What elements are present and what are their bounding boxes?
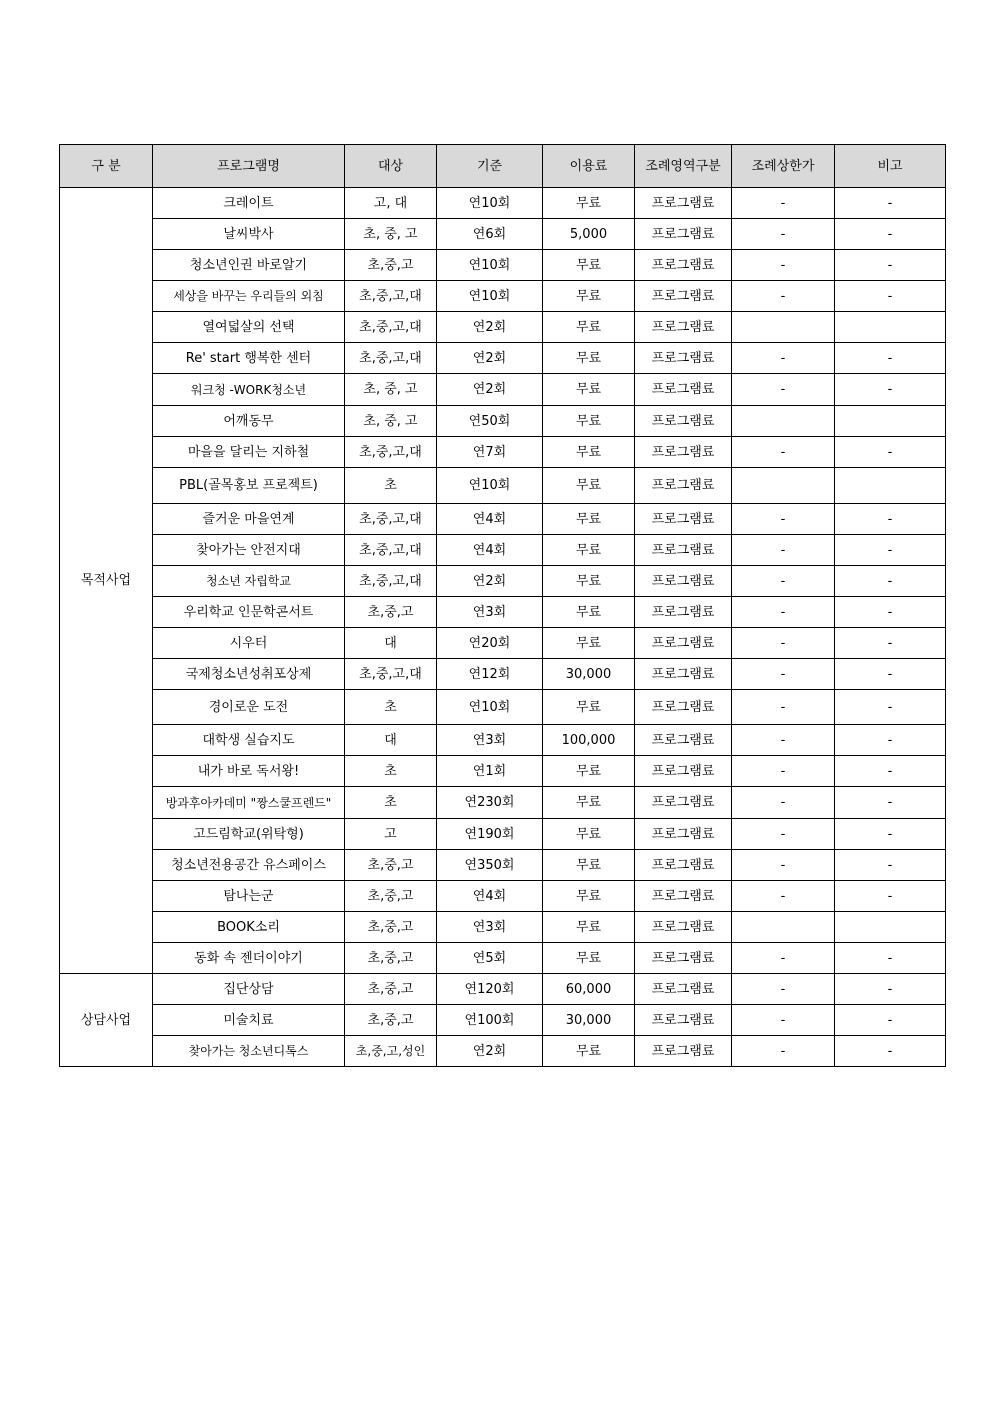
frequency-cell: 연2회 (437, 374, 543, 406)
remarks-cell: - (835, 504, 946, 535)
ordinance-limit-cell: - (732, 756, 835, 787)
target-cell: 초 (345, 468, 437, 504)
program-name-cell: 청소년인권 바로알기 (153, 250, 345, 281)
frequency-cell: 연3회 (437, 912, 543, 943)
remarks-cell (835, 468, 946, 504)
program-name-cell: 시우터 (153, 628, 345, 659)
remarks-cell: - (835, 690, 946, 725)
table-row (60, 725, 946, 756)
target-cell: 초,중,고 (345, 974, 437, 1005)
table-row (60, 597, 946, 628)
frequency-cell: 연7회 (437, 437, 543, 468)
program-name-cell: 청소년전용공간 유스페이스 (153, 850, 345, 881)
table-row (60, 468, 946, 504)
program-name-cell: 우리학교 인문학콘서트 (153, 597, 345, 628)
ordinance-area-cell: 프로그램료 (635, 974, 732, 1005)
remarks-cell: - (835, 1005, 946, 1036)
ordinance-area-cell: 프로그램료 (635, 1005, 732, 1036)
program-name-cell: 워크청 -WORK청소년 (153, 374, 345, 406)
ordinance-limit-cell: - (732, 850, 835, 881)
ordinance-limit-cell: - (732, 597, 835, 628)
header-frequency: 기준 (437, 145, 543, 188)
ordinance-limit-cell: - (732, 535, 835, 566)
frequency-cell: 연10회 (437, 690, 543, 725)
frequency-cell: 연4회 (437, 881, 543, 912)
header-target: 대상 (345, 145, 437, 188)
target-cell: 초,중,고 (345, 250, 437, 281)
target-cell: 초,중,고,대 (345, 312, 437, 343)
fee-cell: 무료 (543, 881, 635, 912)
frequency-cell: 연10회 (437, 250, 543, 281)
ordinance-limit-cell: - (732, 343, 835, 374)
program-name-cell: 경이로운 도전 (153, 690, 345, 725)
ordinance-area-cell: 프로그램료 (635, 343, 732, 374)
program-name-cell: 고드림학교(위탁형) (153, 819, 345, 850)
remarks-cell: - (835, 819, 946, 850)
target-cell: 초,중,고,대 (345, 343, 437, 374)
table-row (60, 219, 946, 250)
table-header-row (60, 145, 946, 188)
program-name-cell: 방과후아카데미 "짱스쿨프렌드" (153, 787, 345, 819)
ordinance-area-cell: 프로그램료 (635, 188, 732, 219)
target-cell: 초,중,고,대 (345, 281, 437, 312)
ordinance-limit-cell (732, 312, 835, 343)
remarks-cell: - (835, 343, 946, 374)
ordinance-limit-cell: - (732, 1005, 835, 1036)
ordinance-limit-cell: - (732, 374, 835, 406)
program-name-cell: 크레이트 (153, 188, 345, 219)
remarks-cell: - (835, 756, 946, 787)
ordinance-limit-cell: - (732, 787, 835, 819)
fee-cell: 무료 (543, 437, 635, 468)
fee-cell: 무료 (543, 504, 635, 535)
fee-cell: 무료 (543, 787, 635, 819)
fee-cell: 무료 (543, 281, 635, 312)
table-row (60, 756, 946, 787)
frequency-cell: 연3회 (437, 725, 543, 756)
fee-cell: 60,000 (543, 974, 635, 1005)
target-cell: 초 (345, 690, 437, 725)
target-cell: 초,중,고,대 (345, 504, 437, 535)
header-ordinance-area: 조례영역구분 (635, 145, 732, 188)
frequency-cell: 연12회 (437, 659, 543, 690)
remarks-cell: - (835, 188, 946, 219)
table-row (60, 1005, 946, 1036)
remarks-cell (835, 312, 946, 343)
remarks-cell (835, 406, 946, 437)
frequency-cell: 연6회 (437, 219, 543, 250)
ordinance-area-cell: 프로그램료 (635, 943, 732, 974)
ordinance-limit-cell: - (732, 188, 835, 219)
ordinance-area-cell: 프로그램료 (635, 250, 732, 281)
program-name-cell: 찾아가는 청소년디톡스 (153, 1036, 345, 1067)
table-row (60, 1036, 946, 1067)
fee-cell: 무료 (543, 343, 635, 374)
table-row (60, 850, 946, 881)
table-row (60, 504, 946, 535)
remarks-cell: - (835, 566, 946, 597)
ordinance-area-cell: 프로그램료 (635, 1036, 732, 1067)
ordinance-area-cell: 프로그램료 (635, 659, 732, 690)
frequency-cell: 연50회 (437, 406, 543, 437)
header-program-name: 프로그램명 (153, 145, 345, 188)
fee-cell: 5,000 (543, 219, 635, 250)
category-cell: 목적사업 (60, 188, 153, 974)
target-cell: 초,중,고 (345, 850, 437, 881)
program-name-cell: 미술치료 (153, 1005, 345, 1036)
target-cell: 초, 중, 고 (345, 219, 437, 250)
ordinance-limit-cell: - (732, 725, 835, 756)
program-name-cell: 열여덟살의 선택 (153, 312, 345, 343)
remarks-cell: - (835, 881, 946, 912)
table-row (60, 628, 946, 659)
ordinance-limit-cell: - (732, 881, 835, 912)
ordinance-limit-cell: - (732, 566, 835, 597)
target-cell: 초,중,고 (345, 597, 437, 628)
ordinance-area-cell: 프로그램료 (635, 725, 732, 756)
ordinance-area-cell: 프로그램료 (635, 912, 732, 943)
target-cell: 초 (345, 756, 437, 787)
frequency-cell: 연2회 (437, 312, 543, 343)
target-cell: 초,중,고,대 (345, 535, 437, 566)
ordinance-limit-cell: - (732, 250, 835, 281)
fee-cell: 무료 (543, 566, 635, 597)
remarks-cell: - (835, 597, 946, 628)
fee-cell: 무료 (543, 188, 635, 219)
ordinance-area-cell: 프로그램료 (635, 374, 732, 406)
table-row (60, 281, 946, 312)
frequency-cell: 연5회 (437, 943, 543, 974)
target-cell: 대 (345, 628, 437, 659)
ordinance-area-cell: 프로그램료 (635, 468, 732, 504)
frequency-cell: 연4회 (437, 504, 543, 535)
fee-cell: 무료 (543, 468, 635, 504)
frequency-cell: 연2회 (437, 1036, 543, 1067)
table-row (60, 943, 946, 974)
program-name-cell: Re' start 행복한 센터 (153, 343, 345, 374)
ordinance-area-cell: 프로그램료 (635, 756, 732, 787)
ordinance-limit-cell: - (732, 504, 835, 535)
remarks-cell: - (835, 1036, 946, 1067)
frequency-cell: 연4회 (437, 535, 543, 566)
program-name-cell: 날씨박사 (153, 219, 345, 250)
remarks-cell: - (835, 974, 946, 1005)
remarks-cell: - (835, 850, 946, 881)
frequency-cell: 연350회 (437, 850, 543, 881)
table-row (60, 566, 946, 597)
frequency-cell: 연190회 (437, 819, 543, 850)
table-row (60, 250, 946, 281)
fee-cell: 30,000 (543, 659, 635, 690)
target-cell: 초,중,고 (345, 1005, 437, 1036)
remarks-cell: - (835, 943, 946, 974)
ordinance-limit-cell: - (732, 281, 835, 312)
frequency-cell: 연2회 (437, 566, 543, 597)
target-cell: 초, 중, 고 (345, 406, 437, 437)
ordinance-area-cell: 프로그램료 (635, 219, 732, 250)
program-name-cell: 청소년 자립학교 (153, 566, 345, 597)
target-cell: 초,중,고 (345, 912, 437, 943)
program-name-cell: 대학생 실습지도 (153, 725, 345, 756)
target-cell: 초,중,고,대 (345, 437, 437, 468)
program-fee-table (59, 144, 946, 1067)
program-name-cell: 내가 바로 독서왕! (153, 756, 345, 787)
fee-cell: 무료 (543, 535, 635, 566)
program-name-cell: 국제청소년성취포상제 (153, 659, 345, 690)
program-name-cell: 즐거운 마을연계 (153, 504, 345, 535)
ordinance-area-cell: 프로그램료 (635, 535, 732, 566)
table-row (60, 819, 946, 850)
program-name-cell: 어깨동무 (153, 406, 345, 437)
table-body (60, 188, 946, 1067)
target-cell: 초,중,고 (345, 943, 437, 974)
frequency-cell: 연120회 (437, 974, 543, 1005)
ordinance-area-cell: 프로그램료 (635, 566, 732, 597)
remarks-cell: - (835, 535, 946, 566)
remarks-cell: - (835, 219, 946, 250)
target-cell: 초,중,고 (345, 881, 437, 912)
table-row (60, 343, 946, 374)
ordinance-area-cell: 프로그램료 (635, 850, 732, 881)
ordinance-limit-cell: - (732, 659, 835, 690)
ordinance-limit-cell: - (732, 690, 835, 725)
remarks-cell: - (835, 250, 946, 281)
program-name-cell: 집단상담 (153, 974, 345, 1005)
frequency-cell: 연20회 (437, 628, 543, 659)
ordinance-area-cell: 프로그램료 (635, 312, 732, 343)
frequency-cell: 연3회 (437, 597, 543, 628)
fee-cell: 무료 (543, 850, 635, 881)
target-cell: 초,중,고,성인 (345, 1036, 437, 1067)
frequency-cell: 연10회 (437, 188, 543, 219)
table-row (60, 690, 946, 725)
frequency-cell: 연10회 (437, 281, 543, 312)
ordinance-area-cell: 프로그램료 (635, 504, 732, 535)
table-row (60, 437, 946, 468)
category-cell: 상담사업 (60, 974, 153, 1067)
fee-cell: 무료 (543, 756, 635, 787)
fee-cell: 무료 (543, 1036, 635, 1067)
frequency-cell: 연10회 (437, 468, 543, 504)
ordinance-limit-cell: - (732, 628, 835, 659)
target-cell: 고 (345, 819, 437, 850)
header-category: 구 분 (60, 145, 153, 188)
fee-cell: 무료 (543, 250, 635, 281)
program-name-cell: 마을을 달리는 지하철 (153, 437, 345, 468)
frequency-cell: 연100회 (437, 1005, 543, 1036)
frequency-cell: 연2회 (437, 343, 543, 374)
target-cell: 초, 중, 고 (345, 374, 437, 406)
remarks-cell: - (835, 787, 946, 819)
fee-cell: 무료 (543, 628, 635, 659)
remarks-cell: - (835, 374, 946, 406)
header-fee: 이용료 (543, 145, 635, 188)
remarks-cell (835, 912, 946, 943)
ordinance-area-cell: 프로그램료 (635, 597, 732, 628)
target-cell: 고, 대 (345, 188, 437, 219)
frequency-cell: 연230회 (437, 787, 543, 819)
ordinance-limit-cell: - (732, 974, 835, 1005)
header-remarks: 비고 (835, 145, 946, 188)
table-row (60, 659, 946, 690)
ordinance-area-cell: 프로그램료 (635, 628, 732, 659)
fee-cell: 30,000 (543, 1005, 635, 1036)
table-row (60, 188, 946, 219)
table-row (60, 406, 946, 437)
table-row (60, 881, 946, 912)
table-row (60, 787, 946, 819)
ordinance-area-cell: 프로그램료 (635, 281, 732, 312)
ordinance-limit-cell: - (732, 1036, 835, 1067)
ordinance-limit-cell (732, 468, 835, 504)
program-name-cell: 세상을 바꾸는 우리들의 외침 (153, 281, 345, 312)
target-cell: 초,중,고,대 (345, 659, 437, 690)
ordinance-area-cell: 프로그램료 (635, 787, 732, 819)
fee-cell: 무료 (543, 597, 635, 628)
table-row (60, 374, 946, 406)
target-cell: 대 (345, 725, 437, 756)
program-name-cell: BOOK소리 (153, 912, 345, 943)
fee-cell: 무료 (543, 374, 635, 406)
remarks-cell: - (835, 659, 946, 690)
ordinance-area-cell: 프로그램료 (635, 406, 732, 437)
remarks-cell: - (835, 281, 946, 312)
fee-cell: 무료 (543, 312, 635, 343)
table-row (60, 535, 946, 566)
ordinance-limit-cell (732, 912, 835, 943)
ordinance-limit-cell: - (732, 819, 835, 850)
program-name-cell: PBL(골목홍보 프로젝트) (153, 468, 345, 504)
ordinance-limit-cell (732, 406, 835, 437)
frequency-cell: 연1회 (437, 756, 543, 787)
ordinance-limit-cell: - (732, 437, 835, 468)
header-ordinance-limit: 조례상한가 (732, 145, 835, 188)
remarks-cell: - (835, 628, 946, 659)
ordinance-limit-cell: - (732, 943, 835, 974)
ordinance-limit-cell: - (732, 219, 835, 250)
fee-cell: 무료 (543, 943, 635, 974)
target-cell: 초 (345, 787, 437, 819)
table-row (60, 312, 946, 343)
remarks-cell: - (835, 437, 946, 468)
fee-cell: 100,000 (543, 725, 635, 756)
table-row (60, 912, 946, 943)
fee-cell: 무료 (543, 690, 635, 725)
fee-cell: 무료 (543, 912, 635, 943)
target-cell: 초,중,고,대 (345, 566, 437, 597)
fee-cell: 무료 (543, 819, 635, 850)
program-name-cell: 동화 속 젠더이야기 (153, 943, 345, 974)
remarks-cell: - (835, 725, 946, 756)
program-name-cell: 탐나는군 (153, 881, 345, 912)
ordinance-area-cell: 프로그램료 (635, 819, 732, 850)
ordinance-area-cell: 프로그램료 (635, 437, 732, 468)
table-row (60, 974, 946, 1005)
ordinance-area-cell: 프로그램료 (635, 881, 732, 912)
ordinance-area-cell: 프로그램료 (635, 690, 732, 725)
fee-cell: 무료 (543, 406, 635, 437)
program-name-cell: 찾아가는 안전지대 (153, 535, 345, 566)
